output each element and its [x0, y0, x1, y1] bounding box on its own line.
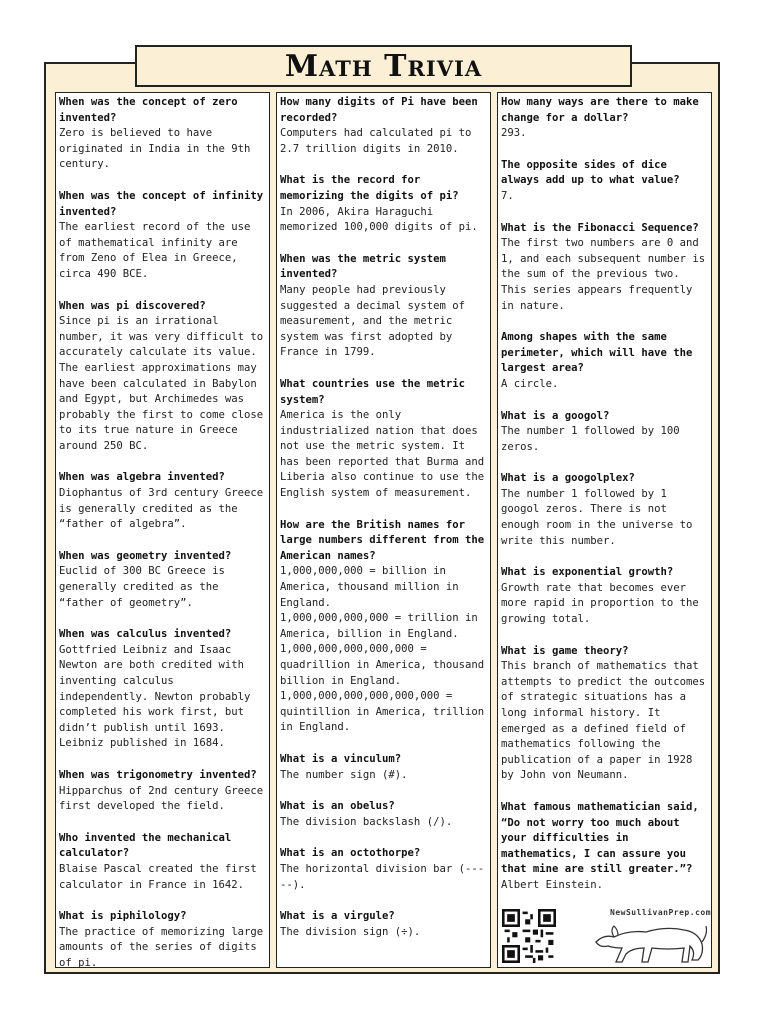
- website-logo-text: NewSullivanPrep.com: [610, 908, 712, 917]
- trivia-answer: Computers had calculated pi to 2.7 trillion digits in 2010.: [280, 127, 472, 155]
- trivia-answer: Since pi is an irrational number, it was very difficult to accurately calculate its value. The earliest approximations may have been calculated in Babylon and Egypt, but Archimedes was probably the first to come close to its true nature in Greece around 250 BC.: [59, 315, 264, 452]
- trivia-item: [59, 189, 266, 283]
- title-banner: [135, 45, 632, 87]
- trivia-item: [59, 768, 266, 815]
- trivia-item: [501, 471, 708, 549]
- trivia-answer: America is the only industrialized nation that does not use the metric system. It has been reported that Burma and Liberia also continue to use the English system of measurement.: [280, 409, 485, 500]
- trivia-question: What is exponential growth?: [501, 566, 674, 579]
- trivia-question: When was algebra invented?: [59, 471, 225, 484]
- trivia-answer: The division sign (÷).: [280, 925, 421, 938]
- trivia-question: When was geometry invented?: [59, 549, 232, 562]
- trivia-item: [59, 470, 266, 532]
- trivia-item: [59, 627, 266, 752]
- trivia-item: [59, 909, 266, 968]
- trivia-question: What is piphilology?: [59, 910, 187, 923]
- trivia-item: [501, 330, 708, 392]
- trivia-answer: Diophantus of 3rd century Greece is generally credited as the “father of algebra”.: [59, 487, 264, 531]
- trivia-question: Who invented the mechanical calculator?: [59, 831, 232, 860]
- trivia-question: What is a googol?: [501, 409, 610, 422]
- trivia-question: How are the British names for large numbers different from the American names?: [280, 518, 485, 562]
- page-title: Math Trivia: [284, 48, 483, 84]
- trivia-item: [280, 95, 487, 157]
- trivia-answer: 1,000,000,000 = billion in America, thousand million in England. 1,000,000,000,000 = trillion in America, billion in England. 1,000,000,000,000,000 = quadrillion in America, thousand billion in England. 1,000,000,000,000,000,000 = quintillion in America, trillion in England.: [280, 565, 485, 734]
- trivia-column-3: [497, 92, 712, 968]
- trivia-answer: In 2006, Akira Haraguchi memorized 100,000 digits of pi.: [280, 205, 478, 234]
- trivia-answer: Growth rate that becomes ever more rapid in proportion to the growing total.: [501, 581, 699, 626]
- trivia-answer: The number 1 followed by 100 zeros.: [501, 425, 680, 453]
- trivia-question: What is the Fibonacci Sequence?: [501, 221, 699, 234]
- trivia-item: [501, 409, 708, 456]
- trivia-question: Among shapes with the same perimeter, which will have the largest area?: [501, 331, 693, 375]
- trivia-question: The opposite sides of dice always add up to what value?: [501, 158, 680, 187]
- trivia-question: When was calculus invented?: [59, 628, 232, 641]
- trivia-answer: This branch of mathematics that attempts to predict the outcomes of strategic situations has a long informal history. It emerged as a defined field of mathematics following the publication of a paper in 1928 by John von Neumann.: [501, 660, 706, 782]
- trivia-question: When was trigonometry invented?: [59, 768, 257, 781]
- trivia-item: [501, 644, 708, 784]
- trivia-question: How many digits of Pi have been recorded?: [280, 96, 478, 124]
- trivia-question: What is a googolplex?: [501, 472, 635, 485]
- trivia-answer: The earliest record of the use of mathematical infinity are from Zeno of Elea in Greece, circa 490 BCE.: [59, 221, 251, 280]
- trivia-question: What is an obelus?: [280, 800, 395, 813]
- trivia-answer: A circle.: [501, 377, 559, 390]
- trivia-item: [280, 799, 487, 830]
- trivia-question: When was the concept of zero invented?: [59, 96, 238, 124]
- trivia-item: [501, 158, 708, 205]
- trivia-question: What is a virgule?: [280, 910, 395, 923]
- trivia-answer: Hipparchus of 2nd century Greece first developed the field.: [59, 784, 264, 813]
- trivia-question: What is the record for memorizing the digits of pi?: [280, 174, 459, 202]
- trivia-item: [59, 831, 266, 893]
- trivia-item: [59, 549, 266, 611]
- trivia-answer: Albert Einstein.: [501, 878, 604, 891]
- trivia-answer: The first two numbers are 0 and 1, and each subsequent number is the sum of the previous two. This series appears frequently in nature.: [501, 237, 706, 312]
- trivia-item: [501, 565, 708, 627]
- trivia-answer: Gottfried Leibniz and Isaac Newton are both credited with inventing calculus independently. Newton probably completed his work first, but didn’t publish until 1693. Leibniz published in 1684.: [59, 643, 251, 750]
- trivia-item: [280, 173, 487, 235]
- trivia-item: [280, 909, 487, 940]
- trivia-item: [501, 221, 708, 315]
- trivia-item: [59, 95, 266, 173]
- trivia-answer: The practice of memorizing large amounts of the series of digits of pi.: [59, 925, 264, 968]
- trivia-column-2: [276, 92, 491, 968]
- trivia-question: What countries use the metric system?: [280, 377, 465, 406]
- trivia-question: What is game theory?: [501, 644, 629, 657]
- trivia-answer: The division backslash (/).: [280, 815, 453, 828]
- trivia-item: [280, 377, 487, 502]
- trivia-answer: Many people had previously suggested a decimal system of measurement, and the metric system was first adopted by France in 1799.: [280, 283, 465, 359]
- trivia-item: [501, 95, 708, 142]
- trivia-item: [280, 752, 487, 783]
- trivia-answer: Euclid of 300 BC Greece is generally credited as the “father of geometry”.: [59, 565, 225, 609]
- trivia-answer: 7.: [501, 189, 514, 202]
- trivia-answer: The number 1 followed by 1 googol zeros. There is not enough room in the universe to write this number.: [501, 487, 693, 547]
- trivia-question: When was pi discovered?: [59, 299, 206, 312]
- trivia-question: What is an octothorpe?: [280, 847, 421, 860]
- trivia-question: How many ways are there to make change for a dollar?: [501, 96, 699, 124]
- trivia-question: What famous mathematician said, “Do not worry too much about your difficulties in mathematics, I can assure you that mine are still greater.”?: [501, 800, 699, 876]
- trivia-question: When was the metric system invented?: [280, 252, 446, 281]
- trivia-item: [501, 800, 708, 894]
- trivia-answer: Blaise Pascal created the first calculator in France in 1642.: [59, 862, 257, 891]
- trivia-item: [280, 518, 487, 736]
- trivia-column-1: [55, 92, 270, 968]
- trivia-answer: The horizontal division bar (-----).: [280, 862, 485, 891]
- trivia-question: When was the concept of infinity invented?: [59, 189, 264, 218]
- trivia-item: [280, 252, 487, 361]
- trivia-answer: The number sign (#).: [280, 768, 408, 781]
- trivia-item: [59, 299, 266, 455]
- qr-code: [502, 909, 556, 963]
- trivia-question: What is a vinculum?: [280, 752, 402, 765]
- trivia-answer: 293.: [501, 127, 527, 140]
- trivia-answer: Zero is believed to have originated in India in the 9th century.: [59, 127, 251, 171]
- trivia-item: [280, 846, 487, 893]
